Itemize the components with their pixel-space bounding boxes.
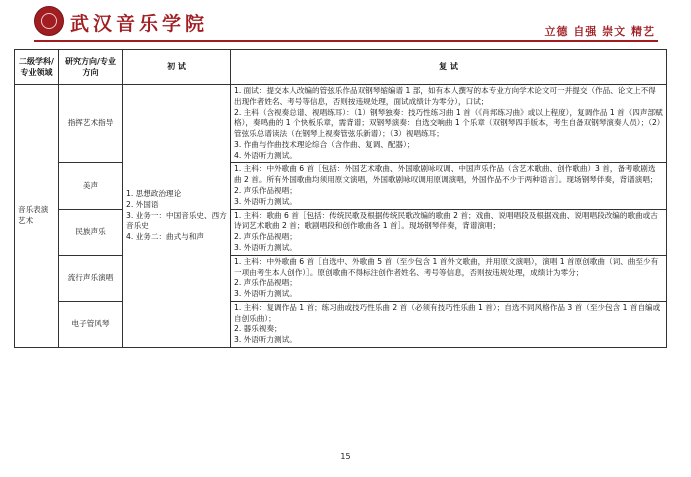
review-line: 4. 外语听力测试。 [234, 150, 297, 160]
review-line: 2. 声乐作品视唱； [234, 278, 297, 288]
table-row [15, 255, 667, 301]
review-line: 2. 主科（含视奏总谱、视唱练耳）：（1）钢琴独奏：技巧性练习曲 1 首（《肖邦练习曲》或以上程度），复调作品 1 首（四声部赋格），奏鸣曲的 1 个快板乐章，需背谱；双钢琴演奏：自选交响曲 1 个乐章（双钢琴四手版本，考生自备双钢琴演奏人员）；（2）管弦乐总谱读法（在钢琴上视奏管弦乐新谱）；（3）视唱练耳； [234, 107, 663, 139]
direction-cell: 美声 [59, 163, 123, 209]
review-line: 3. 外语听力测试。 [234, 335, 297, 345]
review-line: 2. 声乐作品视唱； [234, 232, 297, 242]
review-line: 3. 外语听力测试。 [234, 289, 297, 299]
review-cell [231, 85, 667, 163]
header-initial: 初 试 [123, 50, 231, 85]
table-header-row [15, 50, 667, 85]
discipline-cell: 音乐表演艺术 [15, 85, 59, 348]
review-cell [231, 255, 667, 301]
review-line: 1. 主科：歌曲 6 首［包括：传统民歌及根据传统民歌改编的歌曲 2 首；戏曲、说唱唱段及根据戏曲、说唱唱段改编的歌曲或古诗词艺术歌曲 2 首；歌剧唱段和创作歌曲各 1 首］。现场钢琴伴奏，背谱演唱； [234, 210, 658, 231]
initial-exam-item: 1. 思想政治理论 [126, 189, 182, 199]
review-line: 1. 主科：中外歌曲 6 首［包括：外国艺术歌曲、外国歌剧咏叹调、中国声乐作品（含艺术歌曲、创作歌曲）3 首，备考歌剧选曲 2 首。所有外国歌曲均须用原文演唱，外国歌剧咏叹调用原调演唱，外国作品不少于两种语言］。现场钢琴伴奏，背谱演唱； [234, 164, 658, 185]
page-header [0, 0, 691, 44]
exam-table [14, 49, 667, 348]
table-row [15, 301, 667, 347]
school-motto: 立德 自强 崇文 精艺 [544, 25, 655, 38]
review-line: 3. 作曲与作曲技术理论综合（含作曲、复调、配器）； [234, 139, 415, 149]
header-rule [34, 40, 658, 42]
review-line: 2. 声乐作品视唱； [234, 186, 297, 196]
initial-exam-item: 3. 业务一：中国音乐史、西方音乐史 [126, 210, 227, 231]
table-row [15, 85, 667, 163]
review-line: 3. 外语听力测试。 [234, 242, 297, 252]
review-cell [231, 209, 667, 255]
review-line: 1. 面试：提交本人改编的管弦乐作品双钢琴缩编谱 1 部，如有本人撰写的本专业方向学术论文可一并提交（作品、论文上不得出现作者姓名、考号等信息，否则按违规处理，面试成绩计为零分），口试； [234, 86, 656, 106]
review-cell [231, 301, 667, 347]
header-direction: 研究方向/专业方向 [59, 50, 123, 85]
review-line: 3. 外语听力测试。 [234, 196, 297, 206]
header-review: 复 试 [231, 50, 667, 85]
review-line: 1. 主科：复调作品 1 首；练习曲或技巧性乐曲 2 首（必须有技巧性乐曲 1 首）；自选不同风格作品 3 首（至少包含 1 首自编或自创乐曲）； [234, 302, 661, 323]
initial-exam-item: 4. 业务二：曲式与和声 [126, 232, 205, 242]
page-number: 15 [340, 452, 351, 461]
table-row [15, 209, 667, 255]
table-row [15, 163, 667, 209]
direction-cell: 流行声乐演唱 [59, 255, 123, 301]
school-logo [34, 6, 64, 36]
initial-exam-cell [123, 85, 231, 348]
initial-exam-item: 2. 外国语 [126, 199, 159, 209]
header-discipline: 二级学科/专业领域 [15, 50, 59, 85]
review-line: 1. 主科：中外歌曲 6 首［自选中、外歌曲 5 首（至少包含 1 首外文歌曲，并用原文演唱），演唱 1 首原创歌曲（词、曲至少有一项由考生本人创作）］。原创歌曲不得标注创作者姓名、考号等信息，否则按违规处理，成绩计为零分； [234, 256, 659, 277]
school-name: 武汉音乐学院 [70, 13, 209, 35]
direction-cell: 电子管风琴 [59, 301, 123, 347]
review-cell [231, 163, 667, 209]
direction-cell: 指挥艺术指导 [59, 85, 123, 163]
direction-cell: 民族声乐 [59, 209, 123, 255]
review-line: 2. 器乐视奏； [234, 324, 282, 334]
